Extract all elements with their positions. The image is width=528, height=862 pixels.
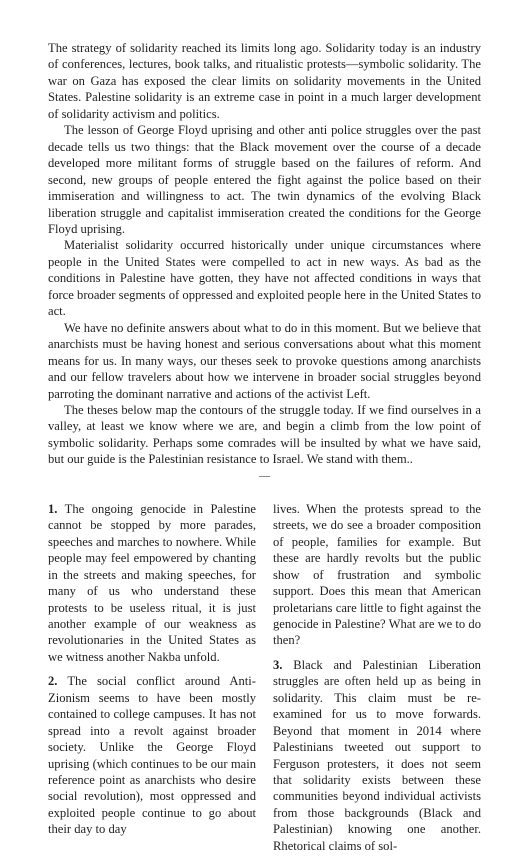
intro-paragraph: The theses below map the contours of the struggle today. If we find ourselves in a valley, at least we know where we are, and begin a climb from the low point of symbolic solidarity. Perhaps some comrades will be insulted by what we have said, but our guide is the Palestinian resistance to Israel. We stand with them..: [48, 402, 481, 467]
thesis-paragraph: [273, 501, 481, 649]
thesis-text: The social conflict around Anti-Zionism seems to have been mostly contained to college campuses. It has not spread into a revolt against broader society. Unlike the George Floyd uprising (which continues to be our main reference point as anarchists who desire social revolution), most oppressed and exploited people continue to go about their day to day: [48, 674, 256, 837]
thesis-number: 1.: [48, 501, 58, 516]
right-column: [273, 501, 481, 862]
thesis-paragraph: [48, 673, 256, 838]
thesis-number: 2.: [48, 674, 58, 689]
section-separator: —: [259, 469, 270, 482]
theses-columns: [48, 501, 481, 862]
thesis-text: lives. When the protests spread to the streets, we do see a broader composition of people, families for example. But these are hardly revolts but the public show of frustration and symbolic support. Does this mean that American proletarians care little to fight against the genocide in Palestine? What are we to do then?: [273, 501, 481, 648]
page: [48, 40, 481, 862]
introduction: [48, 40, 481, 468]
intro-paragraph: The strategy of solidarity reached its limits long ago. Solidarity today is an industry of conferences, lectures, book talks, and ritualistic protests—symbolic solidarity. The war on Gaza has exposed the clear limits on solidarity movements in the United States. Palestine solidarity is an extreme case in point in a much larger development of solidarity activism and politics.: [48, 41, 481, 121]
intro-paragraph: We have no definite answers about what to do in this moment. But we believe that anarchists must be having honest and serious conversations about what this moment means for us. In many ways, our theses seek to provoke questions among anarchists and our fellow travelers about how we intervene in broader social struggles beyond parroting the dominant narrative and actions of the activist Left.: [48, 320, 481, 401]
thesis-number: 3.: [273, 657, 283, 672]
thesis-text: Black and Palestinian Liberation struggles are often held up as being in solidarity. This claim must be re-examined for us to move forwards. Beyond that moment in 2014 where Palestinians tweeted out support to Ferguson protesters, it does not seem that solidarity exists between these communities beyond individual activists from those backgrounds (Black and Palestinian) knowing one another. Rhetorical claims of sol-: [273, 657, 481, 853]
thesis-paragraph: [273, 657, 481, 854]
intro-paragraph: Materialist solidarity occurred historically under unique circumstances where people in the United States were compelled to act in new ways. As bad as the conditions in Palestine have gotten, they have not affected conditions in ways that force broader segments of oppressed and exploited people here in the United States to act.: [48, 238, 481, 319]
thesis-text: The ongoing genocide in Palestine cannot be stopped by more parades, speeches and marches to nowhere. While people may feel empowered by chanting in the streets and making speeches, for many of us who understand these protests to be useless ritual, it is just another example of our weakness as revolutionaries in the United States as we witness another Nakba unfold.: [48, 501, 256, 664]
thesis-paragraph: [48, 501, 256, 666]
intro-paragraph: The lesson of George Floyd uprising and other anti police struggles over the past decade tells us two things: that the Black movement over the course of a decade developed more militant forms of struggle based on the failures of reform. And second, new groups of people entered the fight against the police based on their immiseration and willingness to act. The twin dynamics of the evolving Black liberation struggle and capitalist immiseration created the conditions for the George Floyd uprising.: [48, 123, 481, 236]
left-column: [48, 501, 256, 862]
